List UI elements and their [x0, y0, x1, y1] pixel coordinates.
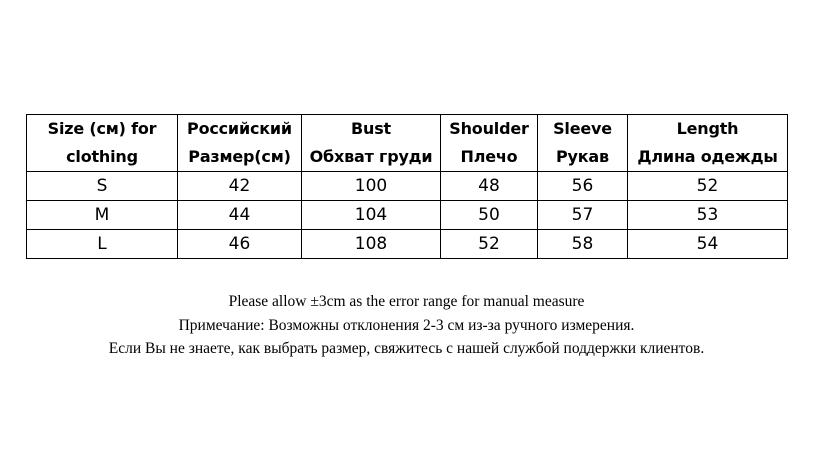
header-sleeve: Sleeve Рукав: [538, 115, 628, 172]
cell-sleeve: 56: [538, 172, 628, 201]
table-row: [27, 230, 788, 259]
table-row: [27, 172, 788, 201]
measurement-notes: [0, 290, 813, 361]
cell-length: 53: [628, 201, 788, 230]
header-size: Size (см) for clothing: [27, 115, 178, 172]
header-bust: Bust Обхват груди: [302, 115, 441, 172]
table-header-row: [27, 115, 788, 172]
cell-shoulder: 52: [441, 230, 538, 259]
header-shoulder: Shoulder Плечо: [441, 115, 538, 172]
cell-bust: 104: [302, 201, 441, 230]
cell-bust: 108: [302, 230, 441, 259]
note-contact-support: Если Вы не знаете, как выбрать размер, свяжитесь с нашей службой поддержки клиентов.: [108, 340, 705, 357]
cell-russian-size: 42: [178, 172, 302, 201]
cell-shoulder: 48: [441, 172, 538, 201]
cell-bust: 100: [302, 172, 441, 201]
header-russian-size: Российский Размер(см): [178, 115, 302, 172]
cell-shoulder: 50: [441, 201, 538, 230]
header-length: Length Длина одежды: [628, 115, 788, 172]
cell-russian-size: 46: [178, 230, 302, 259]
cell-length: 52: [628, 172, 788, 201]
cell-size: S: [27, 172, 178, 201]
cell-size: M: [27, 201, 178, 230]
note-tolerance-russian: Примечание: Возможны отклонения 2-3 см из-за ручного измерения.: [178, 316, 635, 334]
cell-sleeve: 57: [538, 201, 628, 230]
cell-length: 54: [628, 230, 788, 259]
table-row: [27, 201, 788, 230]
cell-russian-size: 44: [178, 201, 302, 230]
size-chart-table: [26, 114, 788, 259]
cell-sleeve: 58: [538, 230, 628, 259]
cell-size: L: [27, 230, 178, 259]
note-tolerance-english: Please allow ±3cm as the error range for manual measure: [228, 293, 585, 310]
